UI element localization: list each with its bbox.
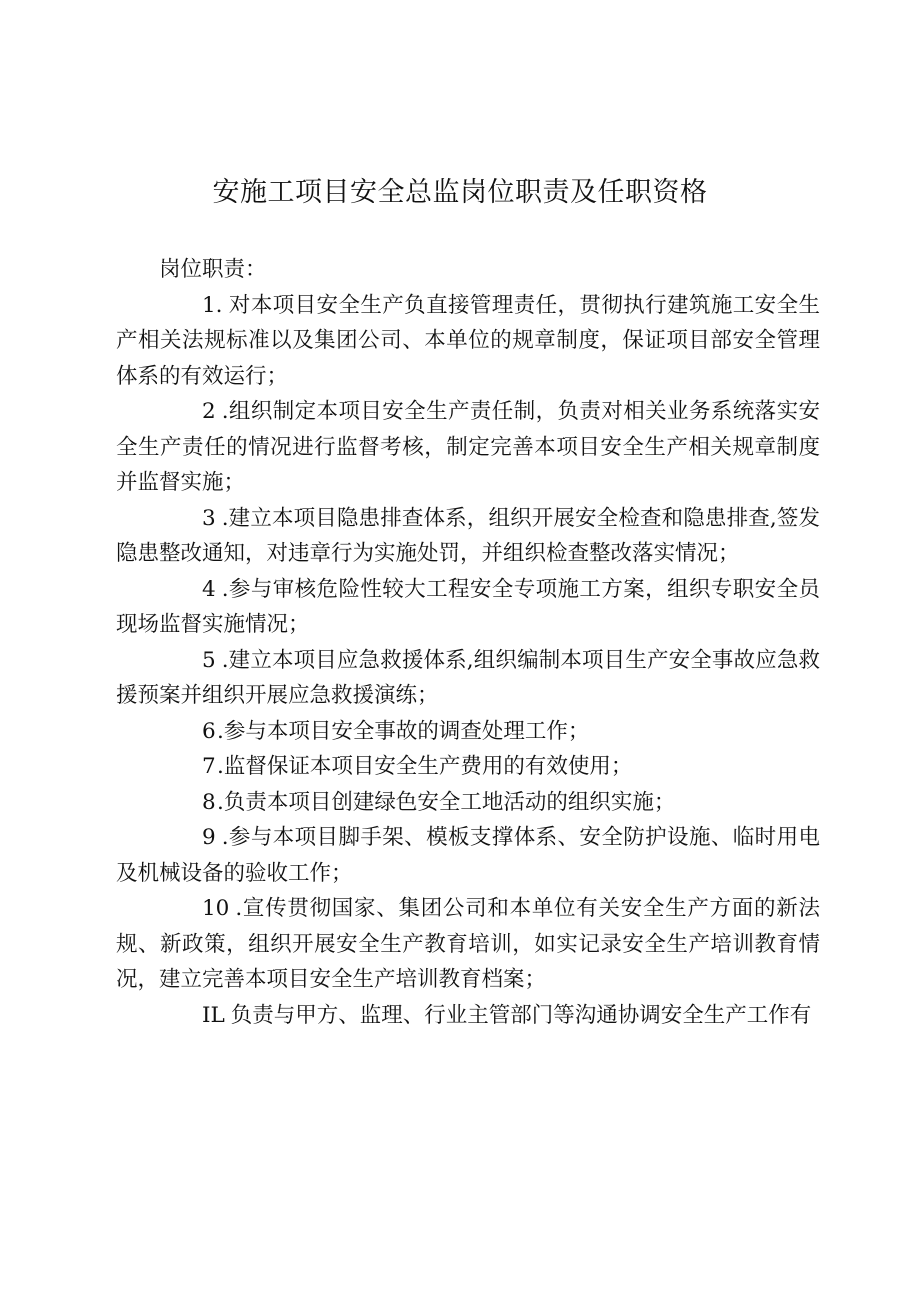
item-number: 10 [202,896,230,921]
duty-item-3 [116,501,820,572]
item-text: .建立本项目应急救援体系,组织编制本项目生产安全事故应急救援预案并组织开展应急救援演练； [116,647,820,708]
item-number: 2 [202,399,216,424]
document-body [116,252,820,1033]
item-text: .参与本项目脚手架、模板支撑体系、安全防护设施、临时用电及机械设备的验收工作； [116,825,820,886]
duty-item-5 [116,643,820,714]
item-number: 5 [202,647,216,673]
item-text: .负责本项目创建绿色安全工地活动的组织实施； [217,789,676,815]
duty-item-7 [116,749,820,785]
item-text: .宣传贯彻国家、集团公司和本单位有关安全生产方面的新法规、新政策，组织开展安全生产教育培训，如实记录安全生产培训教育情况，建立完善本项目安全生产培训教育档案； [116,896,820,992]
duty-item-2 [116,394,820,501]
section-heading: 岗位职责： [159,257,267,282]
item-number: 6 [202,718,216,744]
duty-item-1 [116,288,820,395]
duty-item-11 [116,998,820,1034]
item-text: 对本项目安全生产负直接管理责任，贯彻执行建筑施工安全生产相关法规标准以及集团公司、本单位的规章制度，保证项目部安全管理体系的有效运行； [116,292,820,389]
item-text: .参与审核危险性较大工程安全专项施工方案，组织专职安全员现场监督实施情况； [116,576,820,637]
item-number: IL [202,1002,225,1028]
duty-item-6 [116,714,820,750]
duty-item-10 [116,891,820,998]
duty-item-8 [116,785,820,821]
item-number: 7 [202,754,216,779]
item-number: 8 [202,789,216,815]
item-number: 9 [202,825,216,850]
item-text: .组织制定本项目安全生产责任制，负责对相关业务系统落实安全生产责任的情况进行监督考核，制定完善本项目安全生产相关规章制度并监督实施； [116,399,820,495]
item-text: .建立本项目隐患排查体系，组织开展安全检查和隐患排查,签发隐患整改通知，对违章行为实施处罚，并组织检查整改落实情况； [116,505,820,566]
duty-item-4 [116,572,820,643]
duty-item-9 [116,820,820,891]
item-text: 负责与甲方、监理、行业主管部门等沟通协调安全生产工作有 [230,1002,812,1028]
item-number: 4 [202,576,216,602]
document-title: 安施工项目安全总监岗位职责及任职资格 [212,177,708,208]
item-text: .参与本项目安全事故的调查处理工作； [217,718,590,744]
item-number: 1. [202,292,223,318]
item-number: 3 [202,505,216,531]
item-text: .监督保证本项目安全生产费用的有效使用； [217,754,633,779]
